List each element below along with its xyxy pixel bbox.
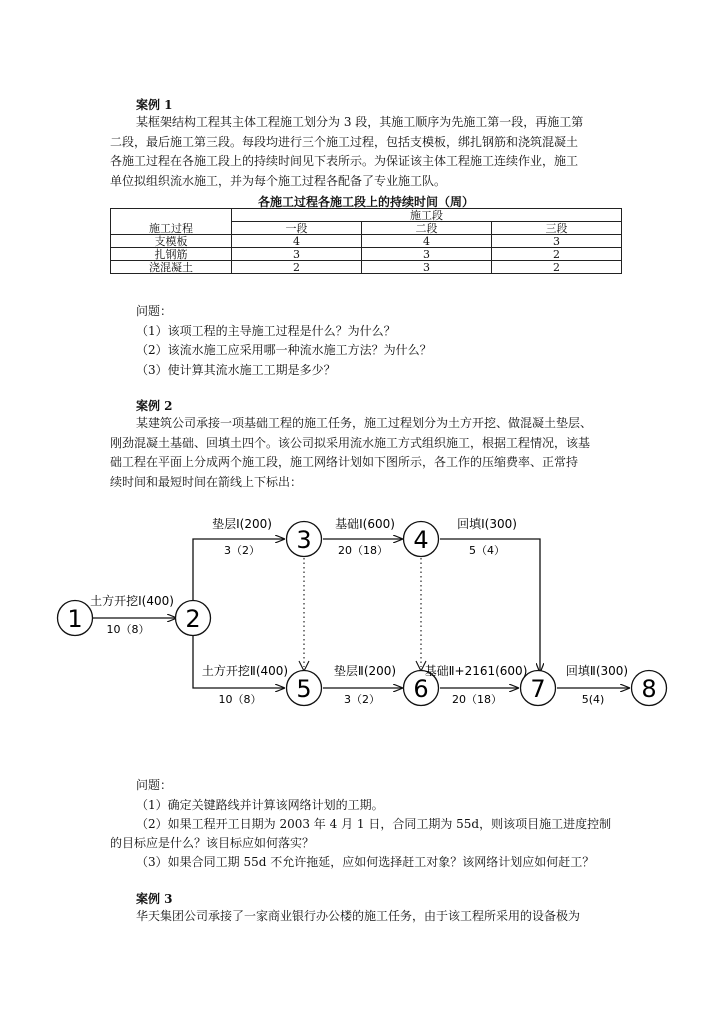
svg-text:1: 1 xyxy=(67,605,83,633)
time-earthwork-2: 10（8） xyxy=(218,693,262,706)
case1-line: 二段，最后施工第三段。每段均进行三个施工过程，包括支模板，绑扎钢筋和浇筑混凝土 xyxy=(110,134,579,149)
label-foundation-2: 基础Ⅱ+2161(600) xyxy=(424,664,528,678)
label-backfill-2: 回填Ⅱ(300) xyxy=(565,664,629,678)
row-header-cell: 施工过程 xyxy=(111,209,232,235)
node-2 xyxy=(176,601,211,636)
question: （2）该流水施工应采用哪一种流水施工方法？为什么？ xyxy=(136,343,432,357)
table-row xyxy=(111,261,622,274)
case2-line: 续时间和最短时间在箭线上下标出： xyxy=(110,474,303,489)
svg-text:2: 2 xyxy=(185,605,201,633)
time-foundation-1: 20（18） xyxy=(338,544,388,557)
case2-questions xyxy=(136,776,611,835)
question: （1）确定关键路线并计算该网络计划的工期。 xyxy=(136,797,384,812)
case3-heading: 案例 3 xyxy=(136,892,173,906)
svg-text:7: 7 xyxy=(530,675,546,703)
case1-paragraph xyxy=(110,113,622,191)
question: （1）该项工程的主导施工过程是什么？为什么？ xyxy=(136,323,396,338)
time-backfill-1: 5（4） xyxy=(469,544,505,557)
table-cell: 4 xyxy=(362,235,492,248)
row-name: 支模板 xyxy=(111,235,232,248)
case2-line: 础工程在平面上分成两个施工段，施工网络计划如下图所示，各工作的压缩费率、正常持 xyxy=(110,455,579,469)
table-cell: 3 xyxy=(362,261,492,274)
label-cushion-1: 垫层Ⅰ(200) xyxy=(212,517,272,531)
case1-line: 单位拟组织流水施工，并为每个施工过程各配备了专业施工队。 xyxy=(110,173,447,188)
case2-line: 刚劲混凝土基础、回填土四个。该公司拟采用流水施工方式组织施工，根据工程情况，该基 xyxy=(110,435,591,450)
label-earthwork-2: 土方开挖Ⅱ(400) xyxy=(201,664,289,678)
case3-line: 华天集团公司承接了一家商业银行办公楼的施工任务，由于该工程所采用的设备极为 xyxy=(136,909,581,923)
arrow-4-7 xyxy=(440,539,540,672)
case2-question-continuation xyxy=(110,834,622,854)
time-earthwork-1: 10（8） xyxy=(106,623,150,636)
question: （2）如果工程开工日期为 2003 年 4 月 1 日，合同工期为 55d，则该项目施工进度控制 xyxy=(136,817,612,831)
column-header: 二段 xyxy=(362,222,492,235)
table-row xyxy=(111,235,622,248)
node-3 xyxy=(287,522,322,557)
table-cell: 2 xyxy=(492,248,622,261)
node-1 xyxy=(58,601,93,636)
table-caption: 各施工过程各施工段上的持续时间（周） xyxy=(257,195,474,209)
case2-heading: 案例 2 xyxy=(136,399,173,413)
table-row xyxy=(111,248,622,261)
arrow-2-5 xyxy=(193,633,284,688)
table-header-row xyxy=(111,209,622,222)
node-5 xyxy=(287,671,322,706)
group-header-cell: 施工段 xyxy=(232,209,622,222)
question: （3）如果合同工期 55d 不允许拖延，应如何选择赶工对象？该网络计划应如何赶工？ xyxy=(136,855,595,869)
table-cell: 3 xyxy=(492,235,622,248)
question: （3）使计算其流水施工工期是多少？ xyxy=(136,362,336,377)
label-cushion-2: 垫层Ⅱ(200) xyxy=(333,664,397,678)
svg-text:3: 3 xyxy=(296,526,312,554)
node-4 xyxy=(404,522,439,557)
case1-line: 各施工过程在各施工段上的持续时间见下表所示。为保证该主体工程施工连续作业，施工 xyxy=(110,154,579,168)
table-cell: 2 xyxy=(232,261,362,274)
table-cell: 4 xyxy=(232,235,362,248)
node-8 xyxy=(632,671,667,706)
label-earthwork-1: 土方开挖Ⅰ(400) xyxy=(90,594,174,608)
table-cell: 3 xyxy=(362,248,492,261)
question: 的目标应是什么？该目标应如何落实？ xyxy=(110,836,315,850)
time-cushion-1: 3（2） xyxy=(224,544,260,557)
case2-line: 某建筑公司承接一项基础工程的施工任务，施工过程划分为土方开挖、做混凝土垫层、 xyxy=(136,416,593,430)
case1-line: 某框架结构工程其主体工程施工划分为 3 段，其施工顺序为先施工第一段，再施工第 xyxy=(136,115,584,129)
label-backfill-1: 回填Ⅰ(300) xyxy=(457,517,517,531)
row-name: 扎钢筋 xyxy=(111,248,232,261)
table-cell: 2 xyxy=(492,261,622,274)
time-cushion-2: 3（2） xyxy=(344,693,380,706)
label-foundation-1: 基础Ⅰ(600) xyxy=(335,517,395,531)
questions-label: 问题： xyxy=(136,304,173,318)
case2-questions-end xyxy=(136,853,594,873)
network-diagram xyxy=(0,505,724,720)
questions-label: 问题： xyxy=(136,778,173,792)
time-foundation-2: 20（18） xyxy=(452,693,502,706)
svg-text:4: 4 xyxy=(413,526,429,554)
duration-table xyxy=(110,208,622,274)
svg-text:8: 8 xyxy=(641,675,657,703)
case1-heading: 案例 1 xyxy=(136,98,173,112)
time-backfill-2: 5(4) xyxy=(581,693,605,706)
column-header: 三段 xyxy=(492,222,622,235)
table-cell: 3 xyxy=(232,248,362,261)
case1-questions xyxy=(136,302,432,380)
svg-text:5: 5 xyxy=(296,675,312,703)
svg-text:6: 6 xyxy=(413,675,429,703)
case2-paragraph xyxy=(110,414,622,492)
row-name: 浇混凝土 xyxy=(111,261,232,274)
column-header: 一段 xyxy=(232,222,362,235)
case3-paragraph xyxy=(110,907,622,927)
